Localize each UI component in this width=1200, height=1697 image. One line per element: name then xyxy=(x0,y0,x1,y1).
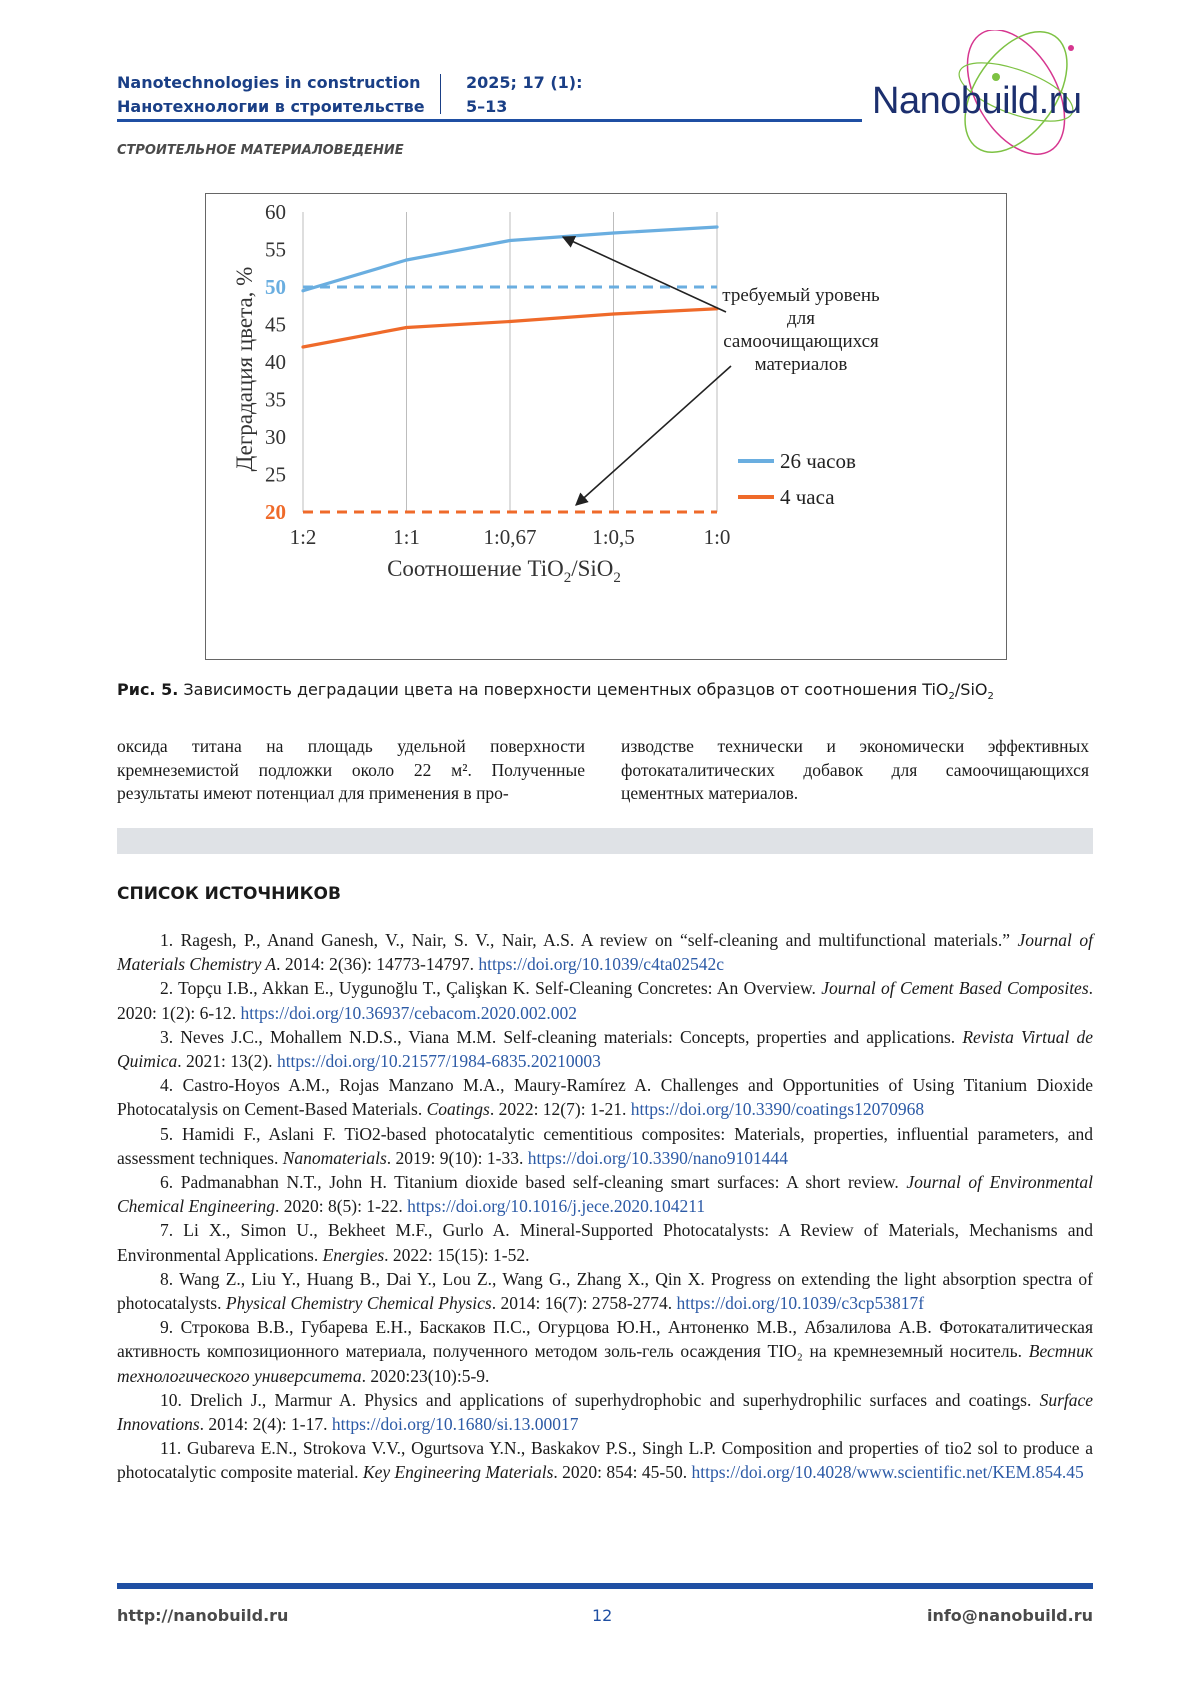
reference-text: Строкова В.В., Губарева Е.Н., Баскаков П.С., Огурцова Ю.Н., Антоненко М.В., Абзалилова А.В. Фотокаталитическая активность композиционного материала, полученного методом золь-гель осаждения TIO₂ на кремнеземный носитель. xyxy=(117,1317,1093,1362)
reference-doi-link[interactable]: https://doi.org/10.1039/c4ta02542c xyxy=(478,954,724,975)
journal-title-en: Nanotechnologies in construction xyxy=(117,73,421,92)
reference-label: 20 xyxy=(265,500,286,524)
reference-journal: Energies xyxy=(322,1244,385,1265)
reference-doi-link[interactable]: https://doi.org/10.21577/1984-6835.20210003 xyxy=(276,1051,601,1072)
reference-details: . 2020: 854: 45-50. xyxy=(553,1462,688,1483)
issue-number: 2025; 17 (1): xyxy=(466,73,583,92)
page-number: 12 xyxy=(592,1606,613,1625)
reference-journal: Journal of Cement Based Composites xyxy=(821,978,1089,999)
reference-number: 8. xyxy=(160,1268,174,1289)
reference-number: 1. xyxy=(160,930,174,950)
x-tick-label: 1:2 xyxy=(289,525,317,549)
issue-info xyxy=(466,71,583,119)
reference-text: Ragesh, P., Anand Ganesh, V., Nair, S. V., Nair, A.S. A review on “self-cleaning and multifunctional materials.” xyxy=(180,930,1010,950)
reference-number: 4. xyxy=(160,1075,174,1096)
annotation-text: самоочищающихся xyxy=(723,331,879,352)
y-tick-label: 25 xyxy=(265,462,286,487)
data-point xyxy=(508,320,511,323)
reference-item xyxy=(117,1073,1093,1121)
annotation-text: требуемый уровень xyxy=(722,285,880,306)
annotation-text: для xyxy=(787,308,815,329)
x-axis-label-part: /SiO xyxy=(571,556,614,581)
reference-number: 2. xyxy=(160,978,174,999)
legend-label: 26 часов xyxy=(780,449,856,473)
data-point xyxy=(612,231,615,234)
reference-item xyxy=(117,1315,1093,1388)
reference-item xyxy=(117,1267,1093,1315)
reference-details: . 2020: 1(2): 6-12. xyxy=(117,978,1094,1023)
reference-item xyxy=(117,976,1093,1024)
y-tick-label: 45 xyxy=(265,312,286,337)
y-tick-label: 35 xyxy=(265,387,286,412)
footer-email-link[interactable]: info@nanobuild.ru xyxy=(926,1606,1093,1625)
reference-number: 9. xyxy=(160,1317,174,1338)
reference-text: Wang Z., Liu Y., Huang B., Dai Y., Lou Z., Wang G., Zhang X., Qin X. Progress on extending the light absorption spectra of photocatalysts. xyxy=(117,1268,1093,1314)
reference-item xyxy=(117,1170,1093,1218)
y-axis-label: Деградация цвета, % xyxy=(232,266,257,472)
reference-number: 7. xyxy=(160,1220,174,1241)
reference-journal: Coatings xyxy=(426,1099,490,1120)
site-logo: Nanobuild.ru xyxy=(872,80,1082,122)
reference-details: . 2014: 2(36): 14773-14797. xyxy=(276,954,474,975)
body-paragraph: изводстве технически и экономически эффективных фотокаталитических добавок для самоочищающихся цементных материалов. xyxy=(621,736,1089,803)
reference-text: Topçu I.B., Akkan E., Uygunoğlu T., Çalişkan K. Self-Cleaning Concretes: An Overview. xyxy=(178,978,816,999)
y-tick-label: 30 xyxy=(265,425,286,449)
reference-doi-link[interactable]: https://doi.org/10.1016/j.jece.2020.104211 xyxy=(407,1196,706,1217)
issue-pages: 5–13 xyxy=(466,97,508,116)
reference-journal: Вестник технологического университета xyxy=(117,1341,1094,1386)
reference-journal: Revista Virtual de Quimica xyxy=(117,1026,1094,1072)
data-point xyxy=(612,312,615,315)
reference-number: 5. xyxy=(160,1123,174,1144)
reference-item xyxy=(117,1388,1093,1436)
caption-text: Зависимость деградации цвета на поверхности цементных образцов от соотношения TiO xyxy=(183,680,949,699)
reference-details: . 2020:23(10):5-9. xyxy=(361,1365,490,1386)
reference-journal: Nanomaterials xyxy=(282,1147,387,1168)
x-axis-label-part: Соотношение TiO xyxy=(387,556,564,581)
reference-doi-link[interactable]: https://doi.org/10.1680/si.13.00017 xyxy=(331,1414,579,1435)
reference-text: Drelich J., Marmur A. Physics and applications of superhydrophobic and superhydrophilic surfaces and coatings. xyxy=(190,1389,1032,1410)
reference-details: . 2020: 8(5): 1-22. xyxy=(274,1196,403,1217)
figure-caption xyxy=(117,680,994,702)
reference-journal: Journal of Materials Chemistry A xyxy=(117,930,1094,975)
reference-journal: Journal of Environmental Chemical Engineering xyxy=(117,1172,1093,1217)
body-paragraph: оксида титана на площадь удельной поверхности кремнеземистой подложки около 22 м². Полученные результаты имеют потенциал для применения в про- xyxy=(117,736,585,803)
reference-journal: Key Engineering Materials xyxy=(362,1462,554,1483)
reference-details: . 2022: 12(7): 1-21. xyxy=(489,1099,627,1120)
reference-item xyxy=(117,1025,1093,1073)
journal-title-ru: Нанотехнологии в строительстве xyxy=(117,97,425,116)
x-axis-label-part: 2 xyxy=(563,570,572,586)
reference-number: 10. xyxy=(160,1389,182,1410)
reference-text: Li X., Simon U., Bekheet M.F., Gurlo A. Mineral-Supported Photocatalysts: A Review of Materials, Mechanisms and Environmental Applications. xyxy=(117,1220,1094,1265)
references-list xyxy=(117,928,1093,1485)
data-point xyxy=(508,239,511,242)
reference-text: Padmanabhan N.T., John H. Titanium dioxide based self-cleaning smart surfaces: A short review. xyxy=(180,1172,899,1193)
reference-item xyxy=(117,1218,1093,1266)
annotation-arrow xyxy=(563,237,726,312)
reference-text: Hamidi F., Aslani F. TiO2-based photocatalytic cementitious composites: Materials, properties, influential parameters, and assessment techniques. xyxy=(117,1123,1093,1168)
legend-label: 4 часа xyxy=(780,485,835,509)
x-tick-label: 1:0 xyxy=(703,525,731,549)
reference-doi-link[interactable]: https://doi.org/10.36937/cebacom.2020.002.002 xyxy=(240,1002,577,1023)
reference-journal: Physical Chemistry Chemical Physics xyxy=(225,1293,492,1314)
data-point xyxy=(405,258,408,261)
reference-details: . 2019: 9(10): 1-33. xyxy=(386,1147,524,1168)
reference-details: . 2014: 2(4): 1-17. xyxy=(199,1414,328,1435)
section-title: СТРОИТЕЛЬНОЕ МАТЕРИАЛОВЕДЕНИЕ xyxy=(117,143,404,158)
reference-text: Castro-Hoyos A.M., Rojas Manzano M.A., Maury-Ramírez A. Challenges and Opportunities of Using Titanium Dioxide Photocatalysis on Cement-Based Materials. xyxy=(117,1075,1094,1120)
y-tick-label: 40 xyxy=(265,350,286,374)
footer-website-link[interactable]: http://nanobuild.ru xyxy=(117,1606,289,1625)
reference-details: . 2022: 15(15): 1-52. xyxy=(384,1244,530,1265)
reference-doi-link[interactable]: https://doi.org/10.4028/www.scientific.net/KEM.854.45 xyxy=(691,1462,1084,1483)
caption-mid: /SiO xyxy=(954,680,988,699)
references-heading: СПИСОК ИСТОЧНИКОВ xyxy=(117,884,341,904)
x-axis-label-part: 2 xyxy=(613,570,621,586)
annotation-text: материалов xyxy=(754,354,848,375)
data-point xyxy=(405,326,408,329)
reference-number: 6. xyxy=(160,1172,174,1193)
reference-doi-link[interactable]: https://doi.org/10.3390/nano9101444 xyxy=(527,1147,788,1168)
reference-text: Neves J.C., Mohallem N.D.S., Viana M.M. Self-cleaning materials: Concepts, properties and applications. xyxy=(180,1026,956,1047)
x-tick-label: 1:0,5 xyxy=(592,525,635,549)
figure-chart xyxy=(205,193,1007,660)
journal-title xyxy=(117,71,425,119)
reference-item xyxy=(117,1436,1093,1484)
caption-label: Рис. 5. xyxy=(117,680,179,699)
x-axis-label xyxy=(387,556,621,586)
x-tick-label: 1:1 xyxy=(393,525,420,549)
x-tick-label: 1:0,67 xyxy=(483,525,537,549)
data-point xyxy=(715,225,718,228)
reference-details: . 2014: 16(7): 2758-2774. xyxy=(491,1293,673,1314)
header-rule xyxy=(117,119,862,122)
reference-doi-link[interactable]: https://doi.org/10.1039/c3cp53817f xyxy=(676,1293,925,1314)
reference-details: . 2021: 13(2). xyxy=(177,1051,273,1072)
y-tick-label: 60 xyxy=(265,200,286,224)
caption-sub-1: 2 xyxy=(948,691,955,703)
reference-number: 3. xyxy=(160,1026,174,1047)
reference-item xyxy=(117,1122,1093,1170)
y-tick-label: 55 xyxy=(265,237,286,262)
reference-doi-link[interactable]: https://doi.org/10.3390/coatings12070968 xyxy=(630,1099,925,1120)
header-separator xyxy=(440,74,441,114)
reference-journal: Surface Innovations xyxy=(117,1389,1094,1435)
divider-bar xyxy=(117,828,1093,854)
data-point xyxy=(301,345,304,348)
reference-number: 11. xyxy=(160,1438,182,1459)
caption-sub-2: 2 xyxy=(987,691,994,703)
reference-text: Gubareva E.N., Strokova V.V., Ogurtsova Y.N., Baskakov P.S., Singh L.P. Composition and properties of tio2 sol to produce a photocatalytic composite material. xyxy=(117,1438,1093,1483)
reference-item xyxy=(117,928,1093,976)
data-point xyxy=(301,289,304,292)
body-column-right xyxy=(621,735,1089,806)
body-column-left xyxy=(117,735,585,806)
annotation-arrow xyxy=(576,366,731,505)
footer-rule xyxy=(117,1583,1093,1589)
line-chart xyxy=(206,194,1006,659)
reference-label: 50 xyxy=(265,275,286,299)
